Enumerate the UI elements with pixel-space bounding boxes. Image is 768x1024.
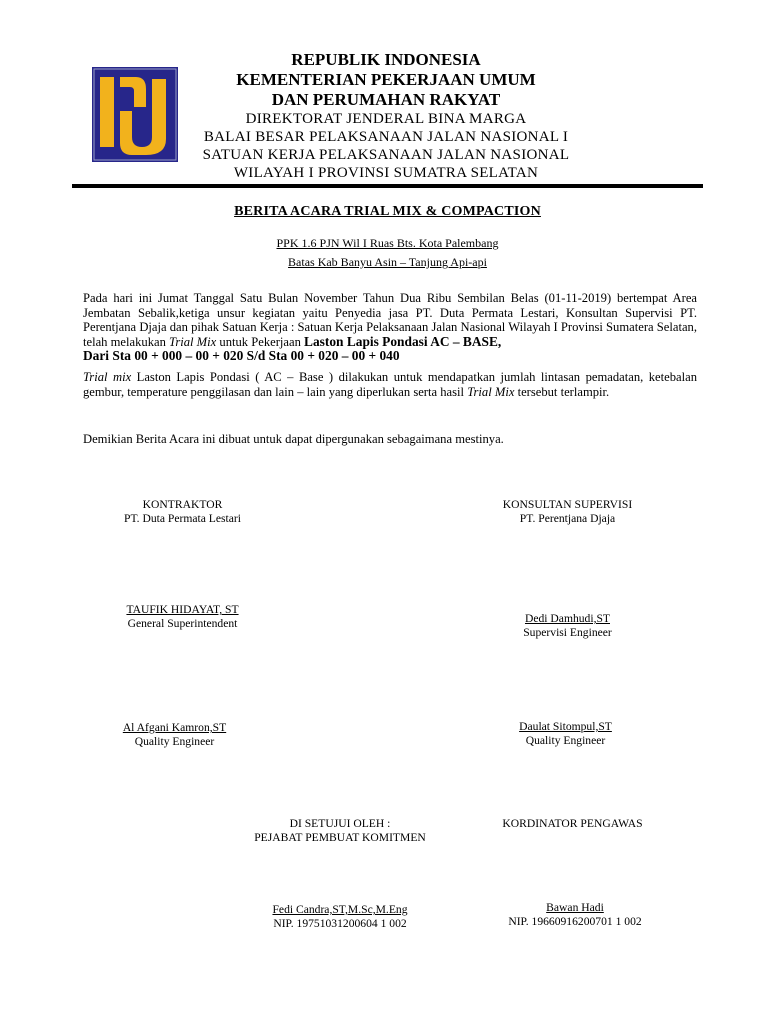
- document-subtitle-1: PPK 1.6 PJN Wil I Ruas Bts. Kota Palembang: [276, 236, 499, 250]
- p1-trial-mix: Trial Mix: [169, 334, 217, 349]
- pu-logo-icon: [92, 67, 178, 162]
- konsultan-company: PT. Perentjana Djaja: [519, 512, 616, 525]
- gs-title: General Superintendent: [127, 617, 238, 630]
- qe2-title: Quality Engineer: [525, 734, 606, 747]
- header-line-5: BALAI BESAR PELAKSANAAN JALAN NASIONAL I: [203, 129, 569, 145]
- se-name: Dedi Damhudi,ST: [524, 612, 610, 625]
- approve-role: PEJABAT PEMBUAT KOMITMEN: [254, 831, 426, 844]
- qe1-title: Quality Engineer: [134, 735, 215, 748]
- se-title: Supervisi Engineer: [523, 626, 612, 639]
- koordinator-block: [470, 817, 675, 831]
- ppk-nip: NIP. 19751031200604 1 002: [273, 917, 407, 930]
- ppk-name: Fedi Candra,ST,M.Sc,M.Eng: [272, 903, 408, 916]
- p1-text-a: Pada hari ini Jumat Tanggal Satu Bulan November Tahun Dua Ribu Sembilan Belas (01-11-2019) bertempat Area Jembatan Sebalik,ketiga unsur kegiatan yaitu Penyedia jasa PT. Duta Permata Lestari, Konsultan Supervisi PT. Perentjana Djaja dan pihak Satuan Kerja : Satuan Kerja Pelaksanaan Jalan Nasional Wilayah I Provinsi Sumatera Selatan, telah melakukan: [83, 291, 697, 349]
- koordinator-signature-block: [475, 901, 675, 929]
- koord-label: KORDINATOR PENGAWAS: [502, 817, 643, 830]
- ppk-signature-block: [230, 903, 450, 931]
- kontraktor-role: KONTRAKTOR: [142, 498, 223, 511]
- header-line-3: DAN PERUMAHAN RAKYAT: [271, 90, 501, 109]
- general-superintendent-block: [90, 603, 275, 631]
- p1-station-range: Dari Sta 00 + 000 – 00 + 020 S/d Sta 00 + 020 – 00 + 040: [83, 348, 400, 364]
- document-subtitle-2: Batas Kab Banyu Asin – Tanjung Api-api: [288, 255, 487, 269]
- gs-name: TAUFIK HIDAYAT, ST: [126, 603, 239, 616]
- koord-name: Bawan Hadi: [546, 901, 604, 914]
- p2-text-a: Laston Lapis Pondasi ( AC – Base ) dilakukan untuk mendapatkan jumlah lintasan pemadatan, ketebalan gembur, temperature penggilasan dan lain – lain yang diperlukan serta hasil: [83, 370, 697, 399]
- qe1-name: Al Afgani Kamron,ST: [122, 721, 227, 734]
- quality-engineer-2-block: [468, 720, 663, 748]
- p2-text-b: tersebut terlampir.: [514, 384, 610, 399]
- header-line-7: WILAYAH I PROVINSI SUMATRA SELATAN: [233, 165, 539, 181]
- p1-work-item: Laston Lapis Pondasi AC – BASE,: [304, 333, 502, 349]
- header-line-4: DIREKTORAT JENDERAL BINA MARGA: [245, 111, 527, 127]
- koord-nip: NIP. 19660916200701 1 002: [508, 915, 642, 928]
- p2-trial-mix-2: Trial Mix: [467, 384, 515, 399]
- quality-engineer-1-block: [82, 721, 267, 749]
- konsultan-role: KONSULTAN SUPERVISI: [502, 498, 633, 511]
- p1-text-b: untuk Pekerjaan: [216, 334, 305, 349]
- document-title: BERITA ACARA TRIAL MIX & COMPACTION: [234, 204, 541, 219]
- kontraktor-block: [90, 498, 275, 526]
- body-paragraph-1: [83, 291, 697, 364]
- header-divider: [72, 184, 703, 188]
- body-paragraph-2: [83, 370, 697, 399]
- header-line-1: REPUBLIK INDONESIA: [291, 50, 481, 69]
- approve-label: DI SETUJUI OLEH :: [289, 817, 391, 830]
- kontraktor-company: PT. Duta Permata Lestari: [124, 512, 241, 525]
- p2-trial-mix: Trial mix: [83, 370, 132, 384]
- qe2-name: Daulat Sitompul,ST: [519, 720, 612, 733]
- header-line-2: KEMENTERIAN PEKERJAAN UMUM: [236, 70, 536, 89]
- supervisi-engineer-block: [470, 612, 665, 640]
- letterhead: [190, 50, 582, 182]
- header-line-6: SATUAN KERJA PELAKSANAAN JALAN NASIONAL: [202, 147, 570, 163]
- konsultan-block: [470, 498, 665, 526]
- approval-block: [230, 817, 450, 845]
- body-paragraph-3: Demikian Berita Acara ini dibuat untuk dapat dipergunakan sebagaimana mestinya.: [83, 432, 504, 446]
